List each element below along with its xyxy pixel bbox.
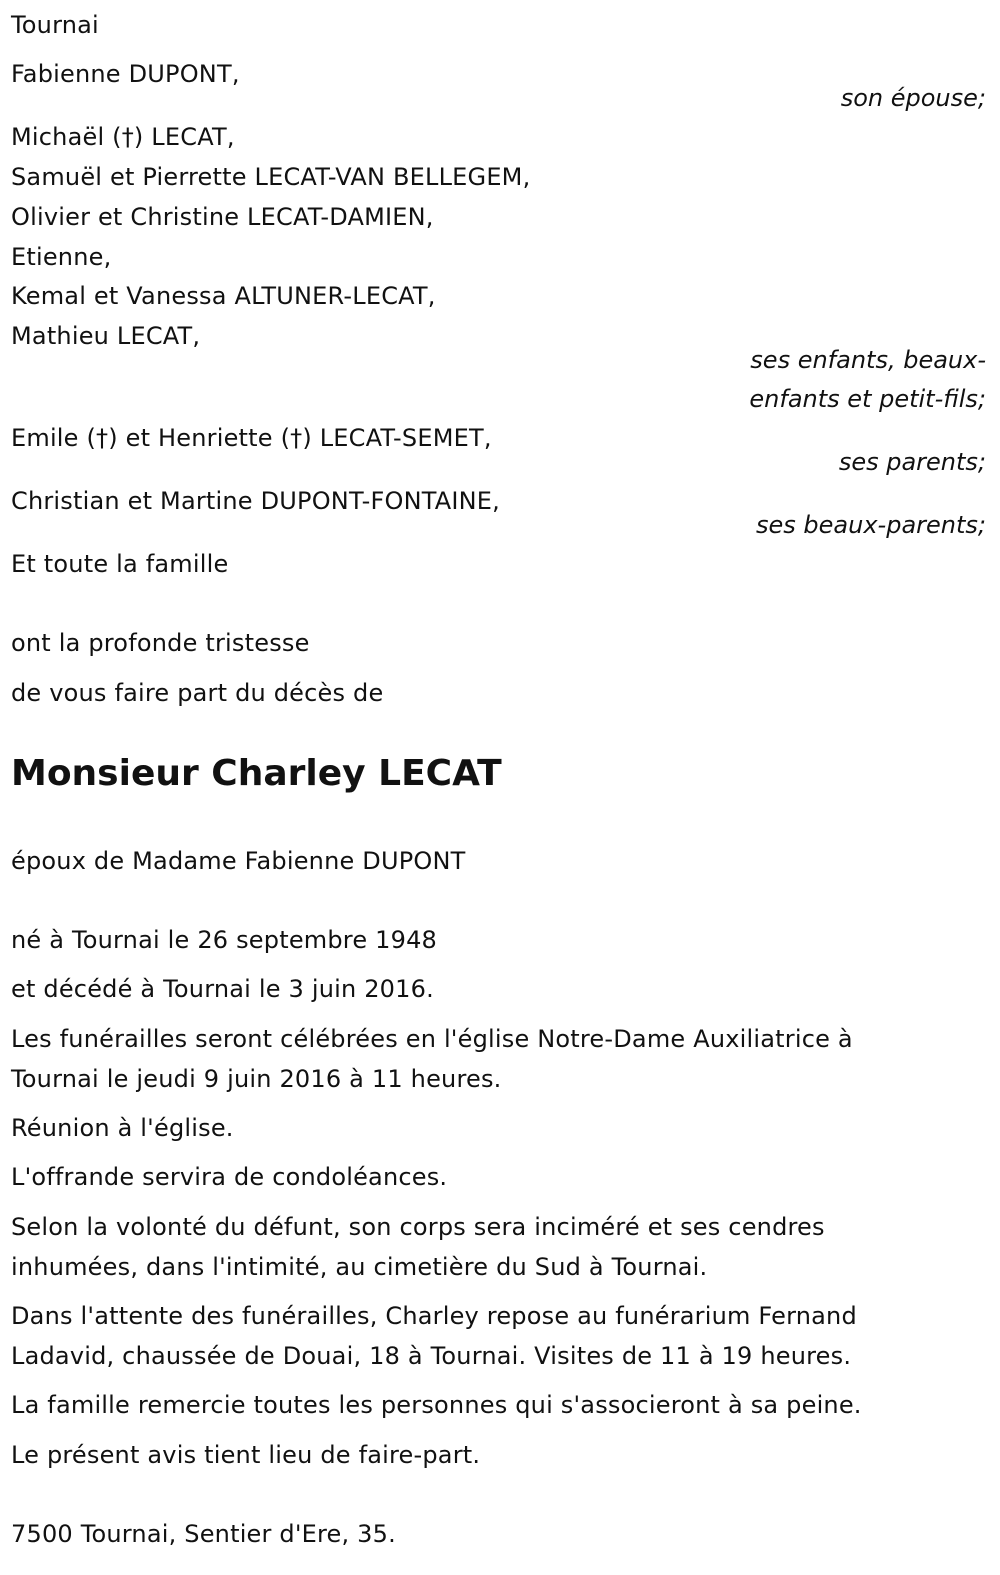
child-name: Samuël et Pierrette LECAT-VAN BELLEGEM, bbox=[11, 163, 531, 191]
children-relation-line1: ses enfants, beaux- bbox=[750, 346, 986, 374]
rest-of-family: Et toute la famille bbox=[11, 550, 229, 578]
funeral-info-line1: Les funérailles seront célébrées en l'église Notre-Dame Auxiliatrice à bbox=[11, 1025, 853, 1053]
in-laws-relation: ses beaux-parents; bbox=[756, 511, 986, 539]
child-name: Kemal et Vanessa ALTUNER-LECAT, bbox=[11, 282, 436, 310]
location-header: Tournai bbox=[11, 11, 99, 39]
child-name: Etienne, bbox=[11, 243, 112, 271]
spouse-relation: son épouse; bbox=[840, 84, 986, 112]
parents-name: Emile (†) et Henriette (†) LECAT-SEMET, bbox=[11, 424, 492, 452]
child-name: Michaël (†) LECAT, bbox=[11, 123, 235, 151]
announcement-line2: de vous faire part du décès de bbox=[11, 679, 384, 707]
cremation-info-line1: Selon la volonté du défunt, son corps sera inciméré et ses cendres bbox=[11, 1213, 825, 1241]
funerarium-info-line1: Dans l'attente des funérailles, Charley repose au funérarium Fernand bbox=[11, 1302, 857, 1330]
family-address: 7500 Tournai, Sentier d'Ere, 35. bbox=[11, 1520, 396, 1548]
spouse-of: époux de Madame Fabienne DUPONT bbox=[11, 847, 466, 875]
in-laws-name: Christian et Martine DUPONT-FONTAINE, bbox=[11, 487, 500, 515]
child-name: Mathieu LECAT, bbox=[11, 322, 201, 350]
offering-info: L'offrande servira de condoléances. bbox=[11, 1163, 448, 1191]
children-relation-line2: enfants et petit-fils; bbox=[749, 385, 986, 413]
cremation-info-line2: inhumées, dans l'intimité, au cimetière du Sud à Tournai. bbox=[11, 1253, 708, 1281]
child-name: Olivier et Christine LECAT-DAMIEN, bbox=[11, 203, 434, 231]
meeting-info: Réunion à l'église. bbox=[11, 1114, 234, 1142]
death-info: et décédé à Tournai le 3 juin 2016. bbox=[11, 975, 434, 1003]
deceased-name: Monsieur Charley LECAT bbox=[11, 753, 502, 794]
funeral-info-line2: Tournai le jeudi 9 juin 2016 à 11 heures. bbox=[11, 1065, 502, 1093]
spouse-name: Fabienne DUPONT, bbox=[11, 60, 240, 88]
notice-text: Le présent avis tient lieu de faire-part. bbox=[11, 1441, 481, 1469]
birth-info: né à Tournai le 26 septembre 1948 bbox=[11, 926, 438, 954]
thanks-text: La famille remercie toutes les personnes qui s'associeront à sa peine. bbox=[11, 1391, 862, 1419]
announcement-line1: ont la profonde tristesse bbox=[11, 629, 310, 657]
funerarium-info-line2: Ladavid, chaussée de Douai, 18 à Tournai. Visites de 11 à 19 heures. bbox=[11, 1342, 852, 1370]
parents-relation: ses parents; bbox=[838, 448, 986, 476]
